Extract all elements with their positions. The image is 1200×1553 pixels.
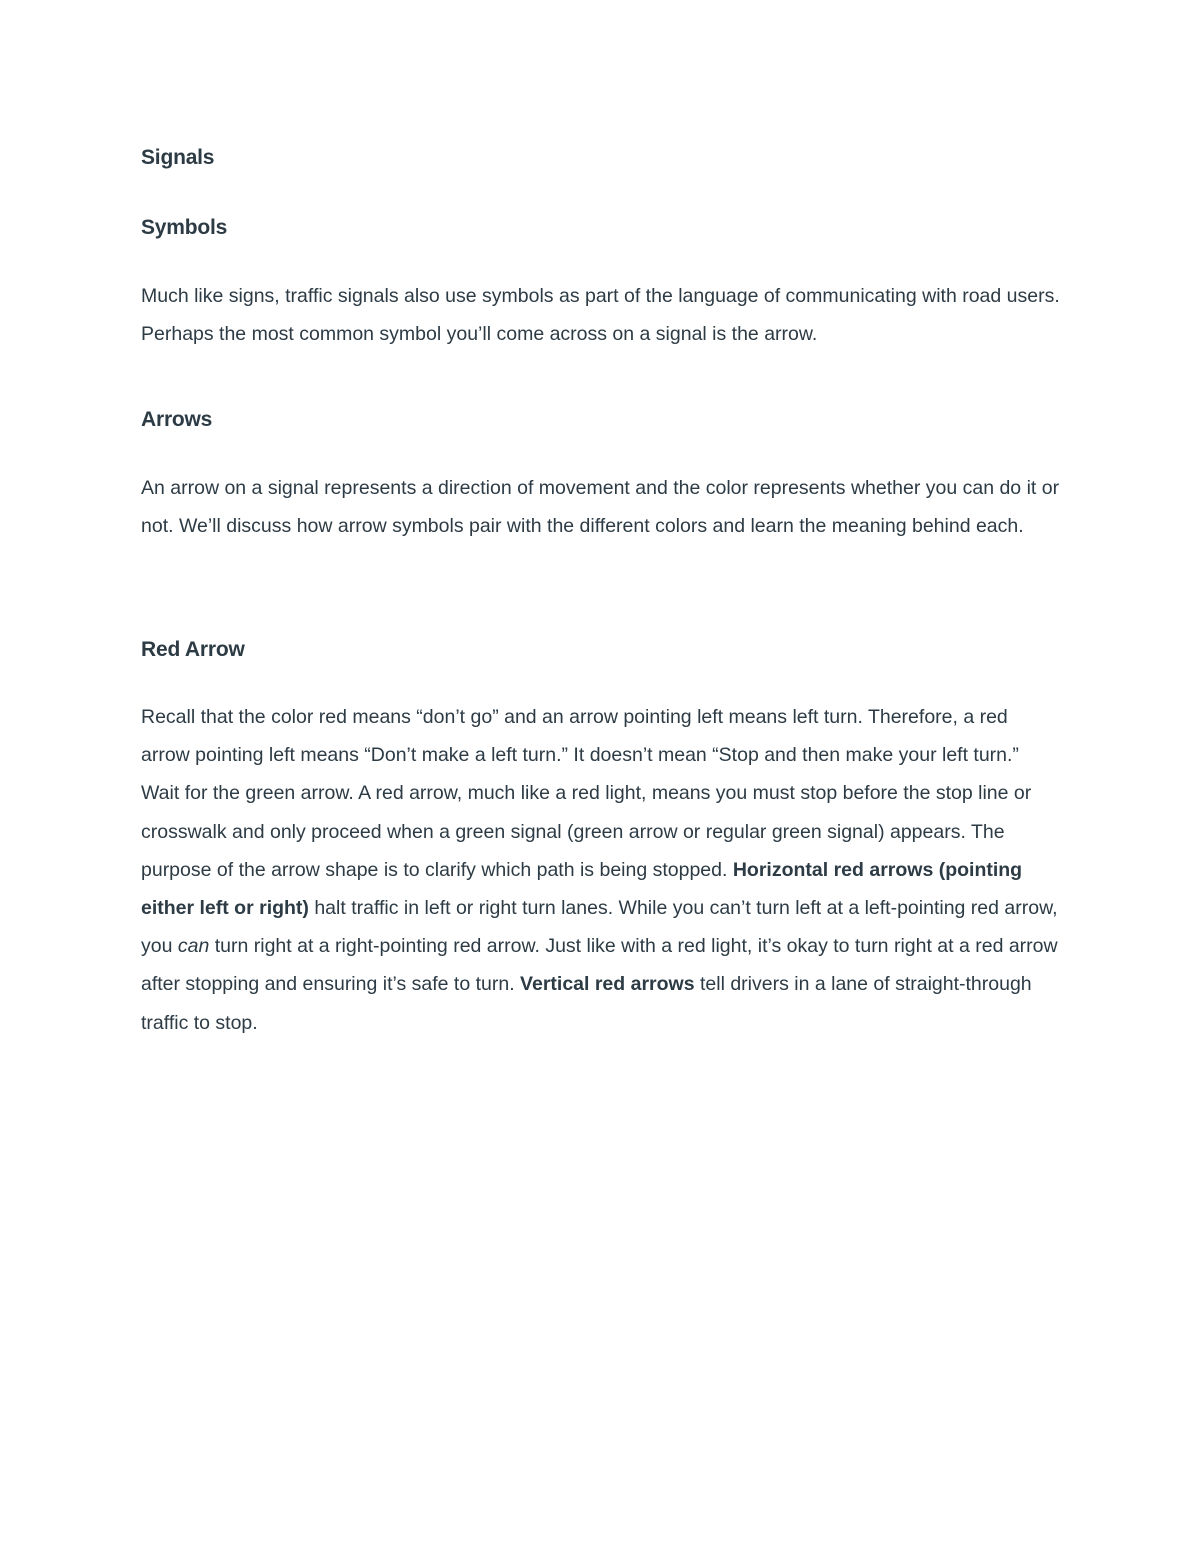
section-heading-red-arrow: Red Arrow <box>141 638 245 661</box>
section-heading-symbols: Symbols <box>141 216 228 239</box>
red-arrow-text-1: Recall that the color red means “don’t go” and an arrow pointing left means left turn. Therefore, a red arrow pointing left means “Don’t make a left turn.” It doesn’t mean “Stop and then make your left turn.” Wait for the green arrow. A red arrow, much like a red light, means you must stop before the stop line or crosswalk and only proceed when a green signal (green arrow or regular green signal) appears. The purpose of the arrow shape is to clarify which path is being stopped. <box>141 706 1032 881</box>
vertical-red-arrows-emphasis: Vertical red arrows <box>520 973 695 996</box>
red-arrow-text-4: tell drivers in a lane of straight-through traffic to stop. <box>141 973 1032 1034</box>
section-heading-arrows: Arrows <box>141 408 213 431</box>
red-arrow-text-3: turn right at a right-pointing red arrow. Just like with a red light, it’s okay to turn right at a red arrow after stopping and ensuring it’s safe to turn. <box>141 935 1058 996</box>
arrows-paragraph: An arrow on a signal represents a direction of movement and the color represents whether you can do it or not. We’ll discuss how arrow symbols pair with the different colors and learn the meaning behind each. <box>141 477 1060 538</box>
red-arrow-paragraph <box>141 698 1061 1042</box>
red-arrow-text-2: halt traffic in left or right turn lanes. While you can’t turn left at a left-pointing red arrow, you <box>141 897 1058 958</box>
page-title: Signals <box>141 146 215 169</box>
symbols-paragraph: Much like signs, traffic signals also use symbols as part of the language of communicating with road users. Perhaps the most common symbol you’ll come across on a signal is the arrow. <box>141 285 1060 346</box>
horizontal-red-arrows-emphasis: Horizontal red arrows (pointing either left or right) <box>141 858 1023 920</box>
can-emphasis: can <box>177 935 210 958</box>
